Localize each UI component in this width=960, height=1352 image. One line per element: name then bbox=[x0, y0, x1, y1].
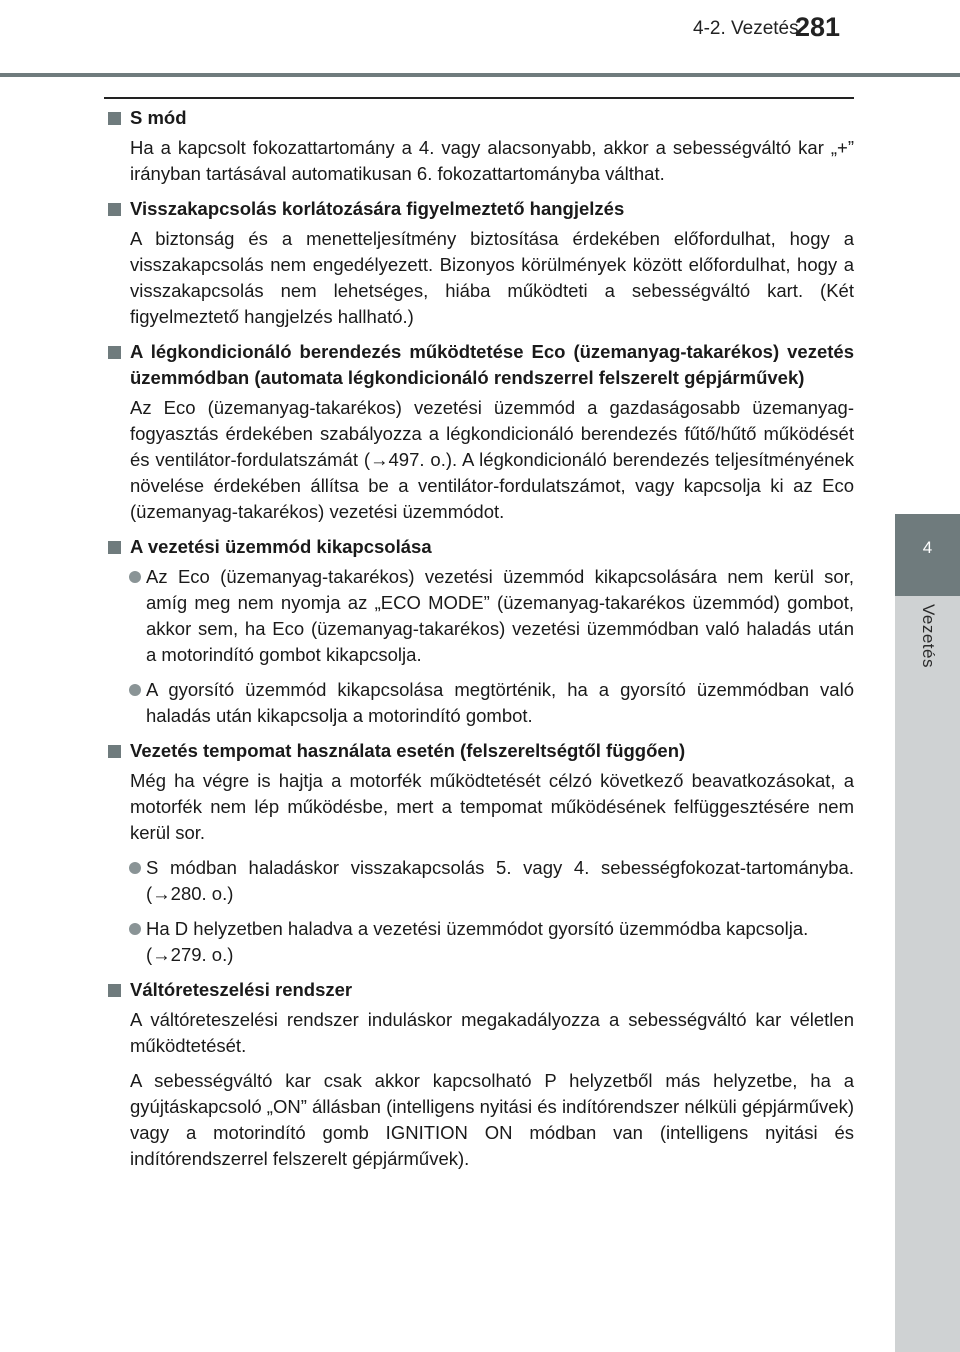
chapter-strip bbox=[895, 596, 960, 1352]
square-bullet-icon bbox=[108, 745, 121, 758]
square-bullet-icon bbox=[108, 203, 121, 216]
chapter-label: Vezetés bbox=[919, 604, 938, 668]
square-bullet-icon bbox=[108, 112, 121, 125]
section-heading: Vezetés tempomat használata esetén (felszereltségtől függően) bbox=[108, 738, 854, 764]
section-paragraph: Az Eco (üzemanyag-takarékos) vezetési üzemmód a gazdaságosabb üzemanyag-fogyasztás érdekében szabályozza a légkondicionáló berendezés fűtő/hűtő működését és ventilátor-fordulatszámát (→497. o.). A légkondicionáló berendezés teljesítményének növelése érdekében állítsa be a ventilátor-fordulatszámot, vagy kapcsolja ki az Eco (üzemanyag-takarékos) vezetési üzemmódot. bbox=[130, 397, 854, 522]
section-paragraph: Ha a kapcsolt fokozattartomány a 4. vagy alacsonyabb, akkor a sebességváltó kar „+” irányban tartásával automatikusan 6. fokozattartományba válthat. bbox=[130, 137, 854, 184]
bullet-item: Ha D helyzetben haladva a vezetési üzemmódot gyorsító üzemmódba kapcsolja. (→279. o.) bbox=[108, 916, 854, 968]
header-rule bbox=[0, 73, 960, 77]
page-number: 281 bbox=[795, 12, 841, 42]
section-paragraph: Még ha végre is hajtja a motorfék működtetését célzó következő beavatkozásokat, a motorfék nem lép működésbe, mert a tempomat működésének felfüggesztésére nem kerül sor. bbox=[130, 770, 854, 843]
square-bullet-icon bbox=[108, 541, 121, 554]
bullet-item: S módban haladáskor visszakapcsolás 5. vagy 4. sebességfokozat-tartományba. (→280. o.) bbox=[108, 855, 854, 907]
section-paragraph: A biztonság és a menetteljesítmény biztosítása érdekében előfordulhat, hogy a visszakapcsolás nem engedélyezett. Bizonyos körülmények között előfordulhat, hogy a visszakapcsolás nem lehetséges, hiába működteti a sebességváltó kart. (Két figyelmeztető hangjelzés hallható.) bbox=[130, 228, 854, 327]
square-bullet-icon bbox=[108, 984, 121, 997]
chapter-tab bbox=[895, 514, 960, 596]
chapter-number: 4 bbox=[922, 538, 933, 557]
section-heading: Visszakapcsolás korlátozására figyelmeztető hangjelzés bbox=[108, 196, 854, 222]
round-bullet-icon bbox=[129, 684, 141, 696]
section-heading: A légkondicionáló berendezés működtetése Eco (üzemanyag-takarékos) vezetés üzemmódban (automata légkondicionáló rendszerrel felszerelt gépjárművek) bbox=[108, 339, 854, 391]
section-paragraph: A sebességváltó kar csak akkor kapcsolható P helyzetből más helyzetbe, ha a gyújtáskapcsoló „ON” állásban (intelligens nyitási és indítórendszer nélküli gépjárművek) vagy a motorindító gomb IGNITION ON módban van (intelligens nyitási és indítórendszerrel felszerelt gépjárművek). bbox=[130, 1070, 854, 1169]
section-heading: A vezetési üzemmód kikapcsolása bbox=[108, 534, 854, 560]
round-bullet-icon bbox=[129, 862, 141, 874]
bullet-item: A gyorsító üzemmód kikapcsolása megtörténik, ha a gyorsító üzemmódban való haladás után kikapcsolja a motorindító gombot. bbox=[108, 677, 854, 729]
section-heading: S mód bbox=[108, 105, 854, 131]
round-bullet-icon bbox=[129, 571, 141, 583]
content-top-rule bbox=[104, 97, 854, 99]
header-section-title: 4-2. Vezetés bbox=[693, 18, 799, 39]
section-paragraph: A váltóreteszelési rendszer induláskor megakadályozza a sebességváltó kar véletlen működtetését. bbox=[130, 1009, 854, 1056]
page-content bbox=[108, 105, 854, 1181]
bullet-item: Az Eco (üzemanyag-takarékos) vezetési üzemmód kikapcsolására nem kerül sor, amíg meg nem nyomja az „ECO MODE” (üzemanyag-takarékos üzemmód) gombot, akkor sem, ha Eco (üzemanyag-takarékos) vezetési üzemmódban való haladás után a motorindító gombot kikapcsolja. bbox=[108, 564, 854, 668]
round-bullet-icon bbox=[129, 923, 141, 935]
square-bullet-icon bbox=[108, 346, 121, 359]
section-heading: Váltóreteszelési rendszer bbox=[108, 977, 854, 1003]
